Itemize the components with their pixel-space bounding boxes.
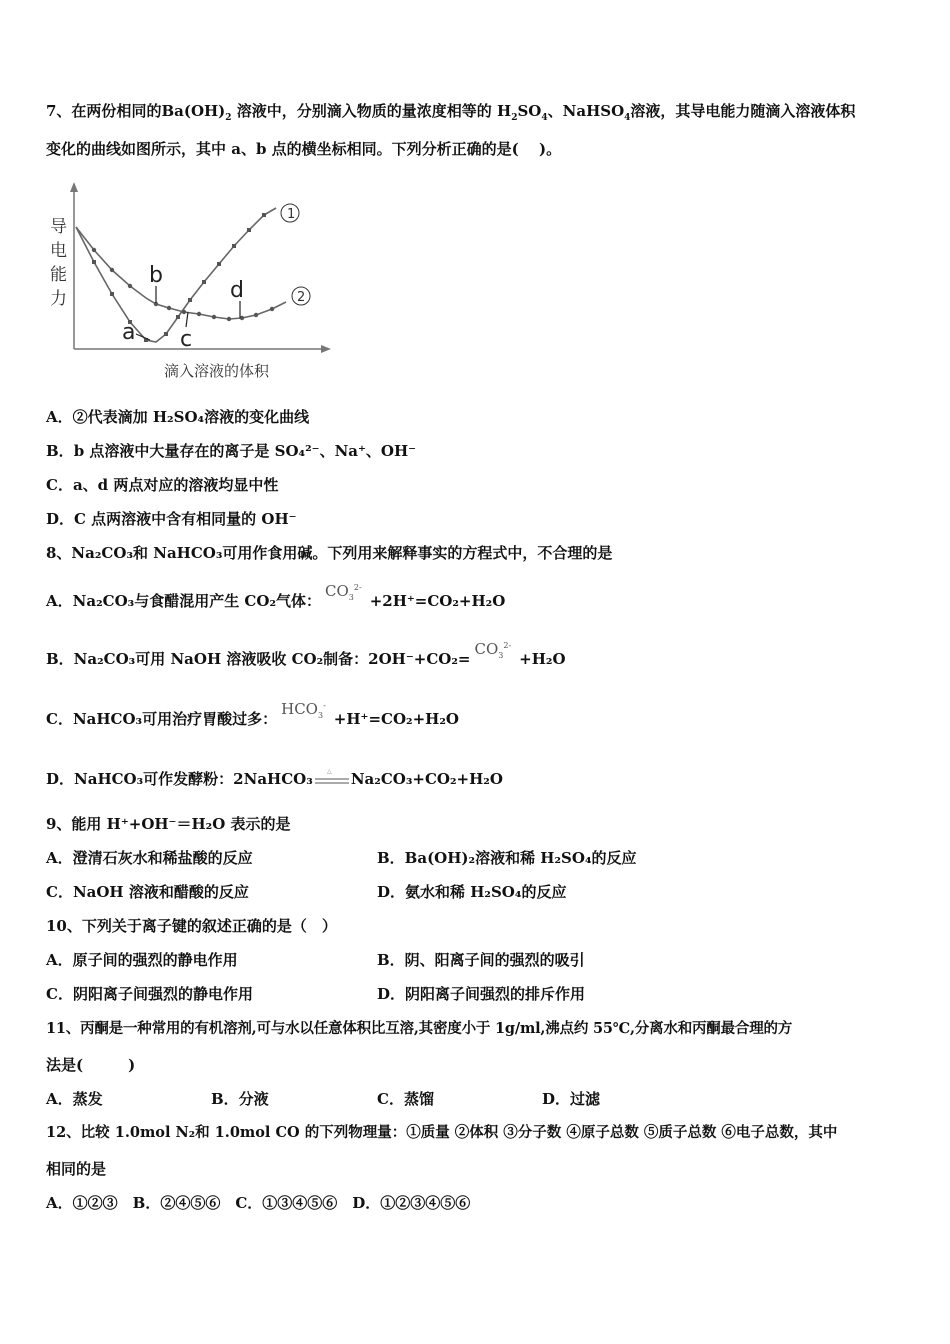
y-axis-label-4: 力 bbox=[50, 289, 67, 309]
curve-1 bbox=[76, 208, 276, 342]
carbonate-formula-image: $CO_3^{2-}$ bbox=[325, 582, 362, 602]
q10-option-d: D．阴阳离子间强烈的排斥作用 bbox=[377, 985, 586, 1003]
svg-text:1: 1 bbox=[287, 207, 296, 222]
q10-option-b: B．阴、阳离子间的强烈的吸引 bbox=[377, 951, 585, 969]
q7-option-c: C．a、d 两点对应的溶液均显中性 bbox=[46, 476, 279, 494]
q10-option-c: C．阴阳离子间强烈的静电作用 bbox=[46, 985, 253, 1003]
point-d-label: d bbox=[230, 278, 244, 303]
conductivity-graph bbox=[44, 182, 334, 382]
q10-stem: 10、下列关于离子键的叙述正确的是（ ） bbox=[46, 917, 337, 935]
svg-text:2: 2 bbox=[297, 290, 306, 305]
q9-option-c: C．NaOH 溶液和醋酸的反应 bbox=[46, 883, 249, 901]
curve-2 bbox=[76, 227, 286, 319]
point-c-label: c bbox=[180, 327, 193, 352]
q9-option-d: D．氨水和稀 H₂SO₄的反应 bbox=[377, 883, 567, 901]
heating-equals-sign bbox=[313, 767, 351, 789]
svg-text:△: △ bbox=[326, 768, 332, 775]
q11-option-d: D．过滤 bbox=[542, 1090, 601, 1108]
q7-option-d: D．C 点两溶液中含有相同量的 OH⁻ bbox=[46, 510, 297, 528]
q7-stem-line2: 变化的曲线如图所示，其中 a、b 点的横坐标相同。下列分析正确的是( )。 bbox=[46, 140, 562, 158]
bicarbonate-formula-image: $HCO_3^-$ bbox=[281, 700, 326, 720]
q8-option-b: B．Na₂CO₃可用 NaOH 溶液吸收 CO₂制备：$2OH^-+CO_2=CO_3^{2-}+H_2O$ bbox=[46, 640, 566, 668]
q11-stem-line2: 法是( ) bbox=[46, 1056, 136, 1074]
y-axis-label-2: 电 bbox=[50, 241, 67, 261]
y-axis-label-1: 导 bbox=[50, 217, 67, 237]
y-axis-label-3: 能 bbox=[50, 265, 67, 285]
q12-stem-line1: 12、比较 1.0mol N₂和 1.0mol CO 的下列物理量：①质量 ②体积 ③分子数 ④原子总数 ⑤质子总数 ⑥电子总数，其中 bbox=[46, 1124, 838, 1141]
x-axis-label: 滴入溶液的体积 bbox=[164, 362, 270, 380]
q10-option-a: A．原子间的强烈的静电作用 bbox=[46, 951, 238, 969]
q12-stem-line2: 相同的是 bbox=[46, 1160, 107, 1178]
carbonate-formula-image: $CO_3^{2-}$ bbox=[474, 640, 512, 660]
q7-option-a: A．②代表滴加 H₂SO₄溶液的变化曲线 bbox=[46, 408, 310, 426]
q8-stem: 8、Na₂CO₃和 NaHCO₃可用作食用碱。下列用来解释事实的方程式中，不合理的是 bbox=[46, 544, 613, 562]
q11-option-c: C．蒸馏 bbox=[377, 1090, 434, 1108]
q8-option-a: A．Na₂CO₃与食醋混用产生 CO₂气体：$CO_3^{2-}+2H^+=CO_2+H_2O$ bbox=[46, 582, 506, 610]
q9-stem: 9、能用 H⁺+OH⁻＝H₂O 表示的是 bbox=[46, 815, 291, 833]
q11-option-b: B．分液 bbox=[211, 1090, 269, 1108]
q9-option-a: A．澄清石灰水和稀盐酸的反应 bbox=[46, 849, 253, 867]
q7-stem-line1: 7、在两份相同的$Ba(OH)_2$ 溶液中，分别滴入物质的量浓度相等的 $H_2SO_4$、NaHSO$_4$溶液，其导电能力随滴入溶液体积 bbox=[46, 102, 856, 123]
point-b-label: b bbox=[149, 263, 163, 288]
q11-stem-line1: 11、丙酮是一种常用的有机溶剂,可与水以任意体积比互溶,其密度小于 1g/ml,沸点约 55℃,分离水和丙酮最合理的方 bbox=[46, 1020, 793, 1037]
q7-option-b: B．b 点溶液中大量存在的离子是 SO₄²⁻、Na⁺、OH⁻ bbox=[46, 442, 417, 460]
point-a-label: a bbox=[122, 320, 136, 345]
q8-option-d: D．NaHCO₃可作发酵粉：2NaHCO₃ △ Na₂CO₃+CO₂+H₂O bbox=[46, 768, 503, 788]
q8-option-c: C．NaHCO₃可用治疗胃酸过多：$HCO_3^-+H^+=CO_2+H_2O$ bbox=[46, 700, 459, 728]
q11-option-a: A．蒸发 bbox=[46, 1090, 103, 1108]
q12-options: A．①②③ B．②④⑤⑥ C．①③④⑤⑥ D．①②③④⑤⑥ bbox=[46, 1194, 471, 1212]
q9-option-b: B．Ba(OH)₂溶液和稀 H₂SO₄的反应 bbox=[377, 849, 637, 867]
